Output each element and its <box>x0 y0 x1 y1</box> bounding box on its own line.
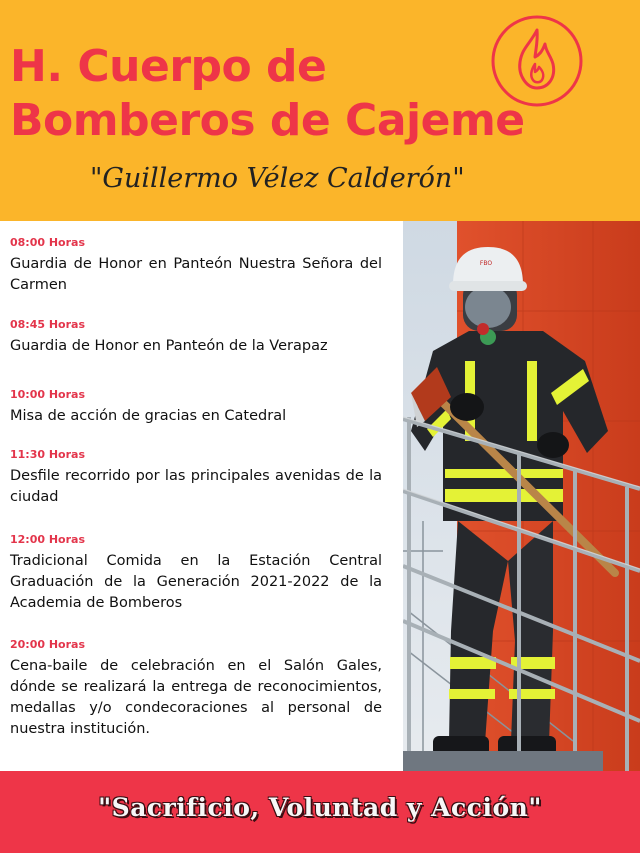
firefighter-photo <box>403 221 640 771</box>
subtitle: "Guillermo Vélez Calderón" <box>90 163 465 194</box>
event-time: 08:45 Horas <box>10 318 86 331</box>
event-time: 10:00 Horas <box>10 388 86 401</box>
title-line-2: Bomberos de Cajeme <box>10 95 525 146</box>
title-line-1: H. Cuerpo de <box>10 41 327 92</box>
event-description: Tradicional Comida en la Estación Central Graduación de la Generación 2021-2022 de la Academia de Bomberos <box>10 553 382 611</box>
motto: "Sacrificio, Voluntad y Acción" <box>98 793 542 822</box>
footer-banner <box>0 771 640 853</box>
event-item <box>10 533 382 614</box>
event-description: Misa de acción de gracias en Catedral <box>10 408 287 424</box>
event-description: Guardia de Honor en Panteón Nuestra Señora del Carmen <box>10 256 382 293</box>
event-time: 12:00 Horas <box>10 533 86 546</box>
event-time: 08:00 Horas <box>10 236 86 249</box>
flame-icon <box>490 14 584 108</box>
helmet-label: FBO <box>479 260 493 267</box>
event-item <box>10 638 382 740</box>
event-description: Guardia de Honor en Panteón de la Verapaz <box>10 338 328 354</box>
event-time: 11:30 Horas <box>10 448 86 461</box>
event-description: Cena-baile de celebración en el Salón Gales, dónde se realizará la entrega de reconocimientos, medallas y/o condecoraciones al personal de nuestra institución. <box>10 658 382 737</box>
header-banner <box>0 0 640 221</box>
event-item <box>10 388 382 427</box>
event-item <box>10 318 382 357</box>
event-item <box>10 236 382 296</box>
page-title <box>10 40 525 148</box>
event-item <box>10 448 382 508</box>
event-description: Desfile recorrido por las principales avenidas de la ciudad <box>10 468 382 505</box>
event-time: 20:00 Horas <box>10 638 86 651</box>
